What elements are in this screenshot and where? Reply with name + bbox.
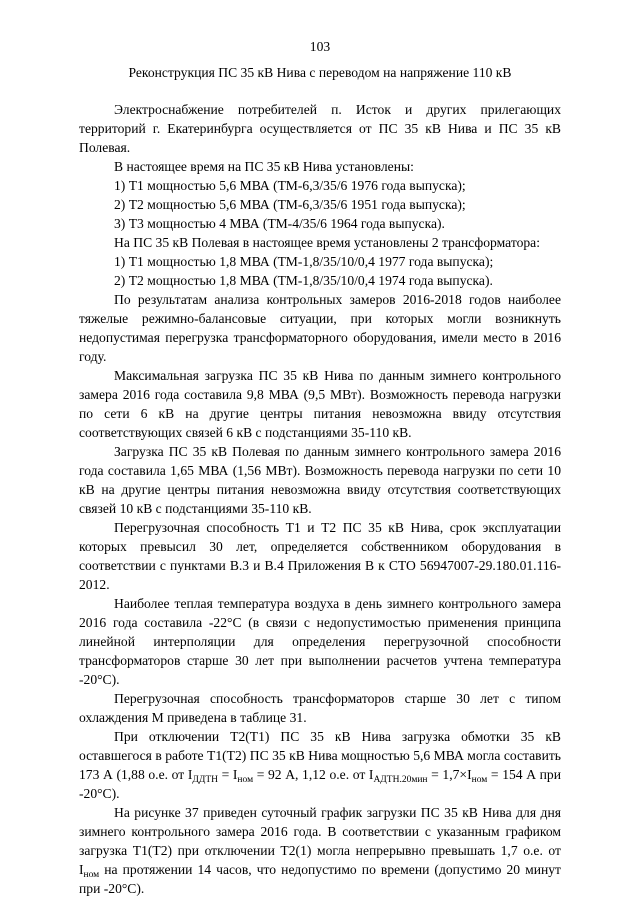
text-run: = I (217, 767, 238, 782)
list-item: 2) Т2 мощностью 1,8 МВА (ТМ-1,8/35/10/0,4 1974 года выпуска). (114, 273, 493, 288)
document-body (79, 100, 561, 898)
paragraph: На ПС 35 кВ Полевая в настоящее время установлены 2 трансформатора: (114, 235, 540, 250)
text-run: При отключении Т2(Т1) ПС 35 кВ Нива загрузка обмотки 35 кВ оставшегося в работе Т1(Т2) ПС 35 кВ Нива мощностью 5,6 МВА могла составить 173 А (1,88 о.е. от I (79, 729, 561, 782)
list-item: 1) Т1 мощностью 5,6 МВА (ТМ-6,3/35/6 1976 года выпуска); (114, 178, 466, 193)
paragraph: По результатам анализа контрольных замеров 2016-2018 годов наиболее тяжелые режимно-балансовые ситуации, при которых могли возникнуть недопустимая перегрузка трансформаторного оборудования, имели место в 2016 году. (79, 292, 561, 364)
paragraph: Перегрузочная способность Т1 и Т2 ПС 35 кВ Нива, срок эксплуатации которых превысил 30 лет, определяется собственником оборудования в соответствии с пунктами В.3 и В.4 Приложения В к СТО 56947007-29.180.01.116-2012. (79, 520, 561, 592)
paragraph: Электроснабжение потребителей п. Исток и других прилегающих территорий г. Екатеринбурга осуществляется от ПС 35 кВ Нива и ПС 35 кВ Полевая. (79, 102, 561, 155)
text-run: = 1,7×I (427, 767, 472, 782)
list-item: 3) Т3 мощностью 4 МВА (ТМ-4/35/6 1964 года выпуска). (114, 216, 445, 231)
subscript: ном (83, 870, 100, 880)
paragraph-figure-reference (79, 803, 561, 898)
subscript: ДДТН (192, 775, 218, 785)
paragraph: Загрузка ПС 35 кВ Полевая по данным зимнего контрольного замера 2016 года составила 1,65 МВА (1,56 МВт). Возможность перевода нагрузки по сети 10 кВ на другие центры питания невозможна ввиду отсутствия соответствующих связей 10 кВ с подстанциями 35-110 кВ. (79, 444, 561, 516)
text-run: на протяжении 14 часов, что недопустимо по времени (допустимо 20 минут при -20°С). (79, 862, 561, 896)
text-run: = 92 А, 1,12 о.е. от I (253, 767, 374, 782)
paragraph-load-calculation (79, 727, 561, 803)
text-run: = 154 А при -20°С). (79, 767, 561, 801)
subscript: АДТН.20мин (373, 775, 428, 785)
list-item: 2) Т2 мощностью 5,6 МВА (ТМ-6,3/35/6 1951 года выпуска); (114, 197, 466, 212)
list-item: 1) Т1 мощностью 1,8 МВА (ТМ-1,8/35/10/0,4 1977 года выпуска); (114, 254, 494, 269)
paragraph: Максимальная загрузка ПС 35 кВ Нива по данным зимнего контрольного замера 2016 года составила 9,8 МВА (9,5 МВт). Возможность перевода нагрузки по сети 6 кВ на другие центры питания невозможна ввиду отсутствия соответствующих связей 6 кВ с подстанциями 35-110 кВ. (79, 368, 561, 440)
section-title: Реконструкция ПС 35 кВ Нива с переводом на напряжение 110 кВ (128, 65, 512, 80)
paragraph: Наиболее теплая температура воздуха в день зимнего контрольного замера 2016 года составила -22°С (в связи с недопустимостью применения принципа линейной интерполяции для определения перегрузочной способности трансформаторов старше 30 лет при выполнении расчетов учтена температура -20°С). (79, 596, 561, 687)
paragraph: В настоящее время на ПС 35 кВ Нива установлены: (114, 159, 414, 174)
subscript: ном (237, 775, 254, 785)
paragraph: Перегрузочная способность трансформаторов старше 30 лет с типом охлаждения М приведена в таблице 31. (79, 691, 561, 725)
text-run: На рисунке 37 приведен суточный график загрузки ПС 35 кВ Нива для дня зимнего контрольного замера 2016 года. В соответствии с указанным графиком загрузка Т1(Т2) при отключении Т2(1) могла непрерывно превышать 1,7 о.е. от I (79, 805, 561, 877)
page-number: 103 (309, 39, 331, 54)
subscript: ном (471, 775, 488, 785)
